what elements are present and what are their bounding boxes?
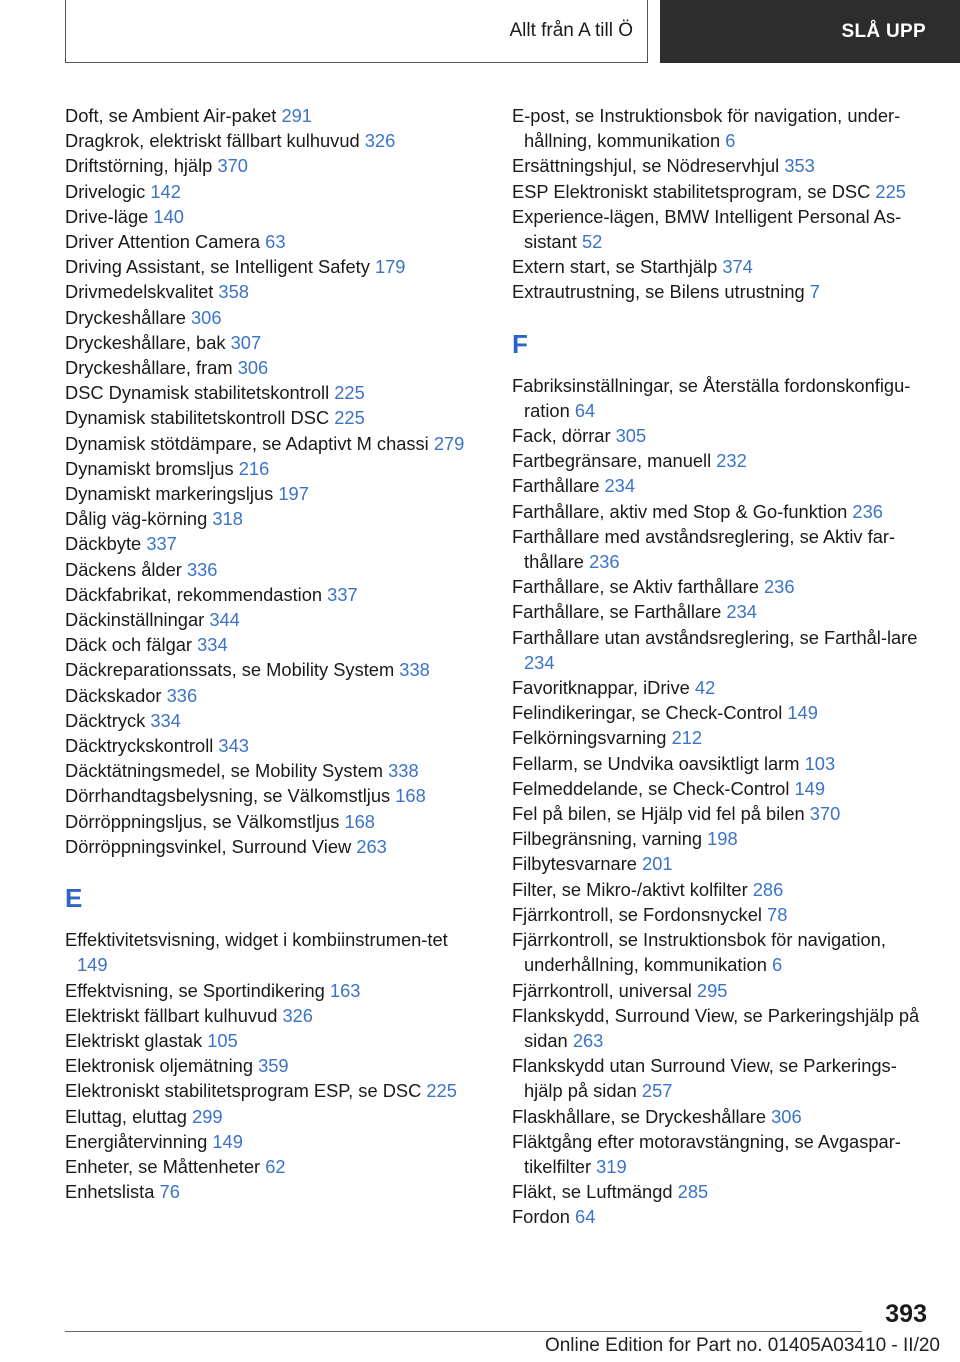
index-column-left: [65, 103, 465, 1204]
index-entry-text: Fellarm, se Undvika oavsiktligt larm: [512, 752, 800, 774]
index-entry: [512, 927, 932, 977]
page-reference-link[interactable]: 52: [581, 231, 603, 253]
page-reference-link[interactable]: 6: [771, 954, 783, 976]
footer-divider: [65, 1331, 862, 1332]
index-entry: [512, 103, 932, 153]
page-reference-link[interactable]: 7: [809, 281, 820, 303]
index-entry: [65, 783, 465, 808]
index-entry-text: Fabriksinställningar, se Återställa fordonskonfigu-ration: [512, 374, 911, 421]
index-entry: [512, 499, 932, 524]
index-entry-text: Farthållare, aktiv med Stop & Go-funktion: [512, 500, 848, 522]
index-entry: [512, 1179, 932, 1204]
index-entry: [512, 1204, 932, 1229]
index-entry: [65, 355, 465, 380]
page-reference-link[interactable]: 295: [696, 979, 728, 1001]
page-reference-link[interactable]: 359: [258, 1055, 289, 1077]
index-entry-text: Elektroniskt stabilitetsprogram ESP, se DSC: [65, 1080, 422, 1102]
page-reference-link[interactable]: 326: [282, 1004, 313, 1026]
index-entry: [65, 758, 465, 783]
index-entry-text: Effektvisning, se Sportindikering: [65, 979, 325, 1001]
index-entry-text: Dryckeshållare, bak: [65, 331, 226, 353]
index-entry: [512, 1129, 932, 1179]
index-entry-text: Filter, se Mikro-/aktivt kolfilter: [512, 878, 748, 900]
page-reference-link[interactable]: 63: [265, 231, 286, 253]
index-entry-text: Enhetslista: [65, 1181, 155, 1203]
index-entry-text: Fel på bilen, se Hjälp vid fel på bilen: [512, 803, 805, 825]
index-entry-text: Dörröppningsvinkel, Surround View: [65, 835, 352, 857]
index-entry: [65, 254, 465, 279]
index-entry-text: Fordon: [512, 1206, 570, 1228]
page-reference-link[interactable]: 62: [265, 1155, 286, 1177]
index-entry-text: Fjärrkontroll, se Fordonsnyckel: [512, 903, 762, 925]
index-entry: [65, 1053, 465, 1078]
index-entry-text: Fack, dörrar: [512, 425, 611, 447]
slå-upp-tab-label: SLÅ UPP: [841, 20, 926, 42]
page-reference-link[interactable]: 318: [212, 508, 243, 530]
index-entry: [512, 826, 932, 851]
page-reference-link[interactable]: 337: [327, 583, 358, 605]
index-entry: [65, 683, 465, 708]
page-reference-link[interactable]: 336: [166, 684, 198, 706]
index-entry: [65, 179, 465, 204]
page-reference-link[interactable]: 338: [388, 760, 419, 782]
page-reference-link[interactable]: 234: [604, 475, 635, 497]
page-reference-link[interactable]: 358: [218, 281, 249, 303]
page-reference-link[interactable]: 168: [344, 810, 375, 832]
index-entry: [512, 448, 932, 473]
index-entry: [512, 725, 932, 750]
page-header: [0, 0, 960, 70]
page-reference-link[interactable]: 337: [146, 533, 177, 555]
index-entry: [65, 380, 465, 405]
index-entry: [512, 423, 932, 448]
index-entry-text: Farthållare, se Aktiv farthållare: [512, 576, 759, 598]
page-reference-link[interactable]: 232: [716, 450, 747, 472]
page-reference-link[interactable]: 216: [238, 457, 270, 479]
index-entry: [65, 305, 465, 330]
page-reference-link[interactable]: 263: [356, 835, 387, 857]
index-entry: [512, 1053, 932, 1103]
page-reference-link[interactable]: 64: [574, 399, 596, 421]
page-reference-link[interactable]: 103: [804, 752, 836, 774]
index-entry: [512, 473, 932, 498]
index-entry: [65, 1104, 465, 1129]
page-reference-link[interactable]: 334: [150, 709, 181, 731]
index-entry-text: Felkörningsvarning: [512, 727, 667, 749]
index-entry: [65, 708, 465, 733]
page-reference-link[interactable]: 234: [524, 651, 555, 673]
page-reference-link[interactable]: 140: [153, 205, 184, 227]
page-reference-link[interactable]: 236: [852, 500, 883, 522]
index-entry: [65, 1003, 465, 1028]
index-entry-text: Extrautrustning, se Bilens utrustning: [512, 281, 805, 303]
index-entry-text: Dörrhandtagsbelysning, se Välkomstljus: [65, 785, 391, 807]
section-tab-label: Allt från A till Ö: [509, 20, 633, 41]
index-entry-text: Däckfabrikat, rekommendastion: [65, 583, 323, 605]
index-entry-text: ESP Elektroniskt stabilitetsprogram, se DSC: [512, 180, 871, 202]
index-entry: [512, 675, 932, 700]
index-entry-text: Flankskydd utan Surround View, se Parkerings-hjälp på sidan: [512, 1055, 897, 1102]
index-entry-text: DSC Dynamisk stabilitetskontroll: [65, 382, 330, 404]
page-number: 393: [885, 1300, 927, 1328]
page-reference-link[interactable]: 225: [875, 180, 906, 202]
index-entry-text: Experience-lägen, BMW Intelligent Personal As-sistant: [512, 205, 902, 253]
index-entry: [65, 330, 465, 355]
index-entry-text: Flankskydd, Surround View, se Parkeringshjälp på sidan: [512, 1004, 920, 1051]
index-entry: [512, 902, 932, 927]
page-reference-link[interactable]: 179: [374, 256, 406, 278]
index-entry-text: Driving Assistant, se Intelligent Safety: [65, 256, 370, 278]
index-entry: [65, 632, 465, 657]
index-entry-text: Dryckeshållare: [65, 306, 186, 328]
index-entry-text: Farthållare utan avståndsreglering, se Farthål-lare: [512, 626, 918, 648]
index-entry: [65, 1078, 465, 1103]
index-entry-text: E-post, se Instruktionsbok för navigation, under-hållning, kommunikation: [512, 105, 901, 152]
page-reference-link[interactable]: 42: [694, 677, 716, 699]
index-entry: [512, 574, 932, 599]
index-entry: [65, 834, 465, 859]
index-entry-text: Fläkt, se Luftmängd: [512, 1181, 673, 1203]
index-entry: [65, 204, 465, 229]
index-entry-text: Däckinställningar: [65, 609, 205, 631]
index-entry: [512, 373, 932, 423]
index-entry: [65, 657, 465, 682]
index-entry-text: Flaskhållare, se Dryckeshållare: [512, 1105, 767, 1127]
index-entry-text: Däcktryckskontroll: [65, 735, 214, 757]
index-entry: [512, 751, 932, 776]
page-reference-link[interactable]: 149: [794, 777, 826, 799]
page-reference-link[interactable]: 370: [809, 803, 841, 825]
page-reference-link[interactable]: 225: [426, 1080, 457, 1102]
page-reference-link[interactable]: 149: [212, 1130, 243, 1152]
index-entry: [512, 625, 932, 675]
page-reference-link[interactable]: 299: [192, 1105, 223, 1127]
index-entry: [512, 179, 932, 204]
index-entry-text: Filbytesvarnare: [512, 853, 637, 875]
page-reference-link[interactable]: 234: [726, 601, 757, 623]
index-entry-text: Dörröppningsljus, se Välkomstljus: [65, 810, 340, 832]
index-entry-text: Extern start, se Starthjälp: [512, 256, 718, 278]
section-letter: E: [65, 883, 83, 914]
page-reference-link[interactable]: 291: [281, 105, 312, 126]
page-reference-link[interactable]: 305: [615, 425, 647, 447]
index-entry-text: Däcktryck: [65, 709, 146, 731]
page-reference-link[interactable]: 286: [752, 878, 784, 900]
index-entry-text: Dynamiskt markeringsljus: [65, 483, 274, 505]
page-reference-link[interactable]: 197: [278, 483, 309, 505]
page-reference-link[interactable]: 142: [150, 180, 181, 202]
index-entry-text: Däckskador: [65, 684, 162, 706]
index-entry-text: Felmeddelande, se Check-Control: [512, 777, 790, 799]
slå-upp-tab[interactable]: [660, 0, 960, 63]
page-reference-link[interactable]: 163: [329, 979, 361, 1001]
index-entry-text: Felindikeringar, se Check-Control: [512, 702, 783, 724]
index-entry: [65, 733, 465, 758]
page-reference-link[interactable]: 64: [575, 1206, 596, 1228]
page-reference-link[interactable]: 198: [707, 828, 738, 850]
index-entry: [65, 229, 465, 254]
page-reference-link[interactable]: 344: [209, 609, 240, 631]
index-entry-text: Elektriskt glastak: [65, 1029, 203, 1051]
index-entry-text: Driftstörning, hjälp: [65, 155, 213, 177]
index-entry-text: Däckens ålder: [65, 558, 182, 580]
page-reference-link[interactable]: 306: [771, 1105, 802, 1127]
index-entry-text: Energiåtervinning: [65, 1130, 208, 1152]
index-entry: [512, 1104, 932, 1129]
index-entry: [512, 851, 932, 876]
page-reference-link[interactable]: 343: [218, 735, 249, 757]
index-entry-text: Däckbyte: [65, 533, 142, 555]
page-reference-link[interactable]: 279: [433, 432, 465, 454]
index-entry-text: Farthållare: [512, 475, 600, 497]
index-entry-text: Filbegränsning, varning: [512, 828, 703, 850]
index-entry: [65, 506, 465, 531]
index-entry-text: Dynamiskt bromsljus: [65, 457, 234, 479]
index-entry-text: Fjärrkontroll, se Instruktionsbok för navigation, underhållning, kommunikation: [512, 929, 886, 976]
index-entry-text: Driver Attention Camera: [65, 231, 261, 253]
page-reference-link[interactable]: 353: [784, 155, 815, 177]
index-entry-text: Fartbegränsare, manuell: [512, 450, 712, 472]
page-reference-link[interactable]: 225: [334, 382, 365, 404]
page-reference-link[interactable]: 257: [641, 1080, 673, 1102]
page-reference-link[interactable]: 336: [186, 558, 218, 580]
page-reference-link[interactable]: 168: [395, 785, 426, 807]
page-reference-link[interactable]: 225: [334, 407, 365, 429]
index-entry-text: Däckreparationssats, se Mobility System: [65, 659, 395, 681]
index-entry-text: Dynamisk stötdämpare, se Adaptivt M chassi: [65, 432, 429, 454]
index-entry-text: Eluttag, eluttag: [65, 1105, 187, 1127]
index-entry-text: Dragkrok, elektriskt fällbart kulhuvud: [65, 130, 360, 152]
index-entry: [65, 153, 465, 178]
page-reference-link[interactable]: 338: [399, 659, 430, 681]
page-reference-link[interactable]: 149: [77, 954, 108, 976]
index-entry: [512, 978, 932, 1003]
index-column-right: [512, 103, 932, 1230]
index-entry: [65, 607, 465, 632]
page-reference-link[interactable]: 149: [787, 702, 818, 724]
index-entry-text: Fläktgång efter motoravstängning, se Avgaspar-tikelfilter: [512, 1130, 901, 1177]
index-entry: [65, 1028, 465, 1053]
index-entry-text: Effektivitetsvisning, widget i kombiinstrumen-tet: [65, 929, 448, 951]
index-entry-text: Farthållare, se Farthållare: [512, 601, 722, 623]
index-entry: [512, 524, 932, 574]
index-entry: [65, 1154, 465, 1179]
index-entry: [512, 153, 932, 178]
page-reference-link[interactable]: 370: [217, 155, 248, 177]
index-entry: [65, 582, 465, 607]
index-entry: [512, 776, 932, 801]
page-reference-link[interactable]: 236: [764, 576, 795, 598]
index-entry: [65, 531, 465, 556]
page-reference-link[interactable]: 201: [642, 853, 673, 875]
index-entry: [65, 481, 465, 506]
index-entry-text: Favoritknappar, iDrive: [512, 677, 690, 699]
index-entry: [512, 279, 932, 304]
section-tab[interactable]: [65, 0, 648, 63]
index-entry: [512, 801, 932, 826]
index-entry: [65, 103, 465, 128]
index-entry-text: Dynamisk stabilitetskontroll DSC: [65, 407, 330, 429]
index-entry-text: Ersättningshjul, se Nödreservhjul: [512, 155, 780, 177]
index-entry: [65, 456, 465, 481]
page-reference-link[interactable]: 306: [237, 357, 269, 379]
page-reference-link[interactable]: 326: [364, 130, 396, 152]
index-entry: [512, 599, 932, 624]
page-reference-link[interactable]: 76: [159, 1181, 180, 1203]
page-reference-link[interactable]: 307: [230, 331, 262, 353]
index-entry-text: Drivmedelskvalitet: [65, 281, 214, 303]
index-entry: [65, 279, 465, 304]
page-reference-link[interactable]: 285: [677, 1181, 709, 1203]
index-entry-text: Fjärrkontroll, universal: [512, 979, 692, 1001]
index-entry: [512, 204, 932, 254]
page-reference-link[interactable]: 374: [722, 256, 753, 278]
page-reference-link[interactable]: 263: [572, 1029, 604, 1051]
index-entry: [65, 1179, 465, 1204]
index-entry: [65, 978, 465, 1003]
index-entry-text: Elektriskt fällbart kulhuvud: [65, 1004, 278, 1026]
section-letter: F: [512, 328, 528, 359]
index-entry-text: Dålig väg-körning: [65, 508, 208, 530]
page-reference-link[interactable]: 105: [207, 1029, 238, 1051]
index-entry: [512, 877, 932, 902]
index-entry: [512, 1003, 932, 1053]
index-entry: [65, 431, 465, 456]
index-entry: [65, 1129, 465, 1154]
index-entry-text: Däcktätningsmedel, se Mobility System: [65, 760, 384, 782]
index-entry-text: Drivelogic: [65, 180, 146, 202]
index-entry-text: Dryckeshållare, fram: [65, 357, 233, 379]
page-reference-link[interactable]: 212: [671, 727, 703, 749]
page-reference-link[interactable]: 6: [725, 130, 736, 152]
page-reference-link[interactable]: 319: [596, 1155, 627, 1177]
page-reference-link[interactable]: 78: [767, 903, 788, 925]
index-entry-text: Drive-läge: [65, 205, 149, 227]
index-entry-text: Elektronisk oljemätning: [65, 1055, 253, 1077]
index-entry-text: Däck och fälgar: [65, 634, 193, 656]
index-entry-text: Doft, se Ambient Air-paket: [65, 105, 277, 126]
index-entry: [65, 405, 465, 430]
page-reference-link[interactable]: 306: [191, 306, 222, 328]
index-entry: [65, 927, 465, 977]
index-entry: [65, 128, 465, 153]
index-entry: [512, 700, 932, 725]
index-entry: [65, 557, 465, 582]
index-entry-text: Farthållare med avståndsreglering, se Aktiv far-thållare: [512, 525, 896, 573]
index-entry: [65, 809, 465, 834]
page-reference-link[interactable]: 236: [589, 551, 620, 573]
page-reference-link[interactable]: 334: [197, 634, 228, 656]
index-entry-text: Enheter, se Måttenheter: [65, 1155, 261, 1177]
footer-text: Online Edition for Part no. 01405A03410 - II/20: [544, 1335, 940, 1356]
index-entry: [512, 254, 932, 279]
